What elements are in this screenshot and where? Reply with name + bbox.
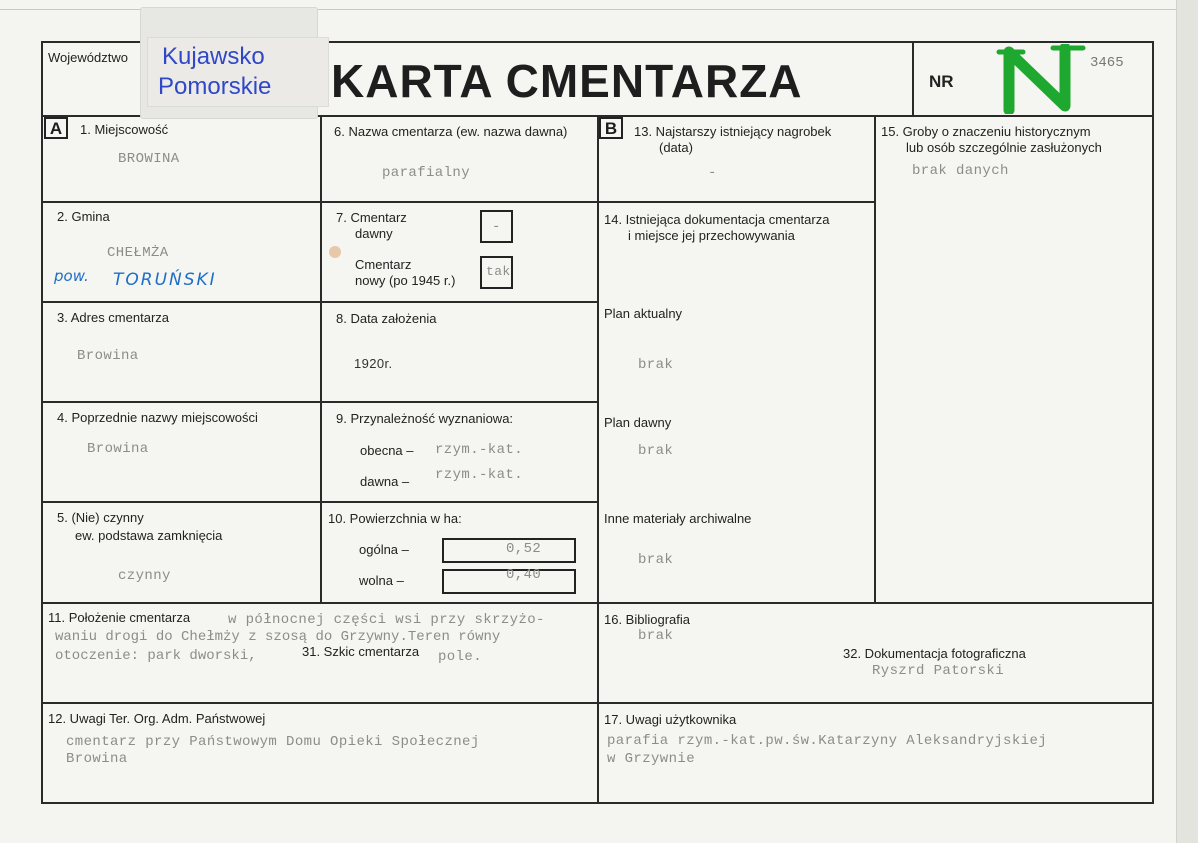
field-3-value: Browina xyxy=(77,348,139,364)
row-divider-4 xyxy=(41,501,599,503)
row-divider-1 xyxy=(41,201,599,203)
nr-label: NR xyxy=(929,72,954,91)
field-17-label: 17. Uwagi użytkownika xyxy=(604,712,737,727)
field-13-value: - xyxy=(708,165,717,181)
field-8-label: 8. Data założenia xyxy=(336,311,437,326)
field-9-obecna-label: obecna – xyxy=(360,443,414,458)
field-15-label-line1: 15. Groby o znaczeniu historycznym xyxy=(881,124,1091,139)
field-16-value: brak xyxy=(638,628,674,644)
row-divider-6 xyxy=(41,702,1154,704)
field-14-label-line2: i miejsce jej przechowywania xyxy=(628,228,795,243)
field-5-value: czynny xyxy=(118,568,171,584)
nr-number: 3465 xyxy=(1090,55,1124,71)
field-2-handwritten-value: TORUŃSKI xyxy=(113,270,217,290)
col-divider-3 xyxy=(874,115,876,604)
field-8-value: 1920r. xyxy=(354,356,393,371)
field-6-value: parafialny xyxy=(382,165,471,181)
field-17-value-line1: parafia rzym.-kat.pw.św.Katarzyny Aleksandryjskiej xyxy=(607,733,1048,749)
plan-old-label: Plan dawny xyxy=(604,415,672,430)
field-7-nowy-value: tak xyxy=(486,264,511,279)
nr-handwritten-n-mark xyxy=(995,44,1090,114)
field-11-value-line3a: otoczenie: park dworski, xyxy=(55,648,257,664)
page-edge-shadow xyxy=(1176,0,1198,843)
field-9-dawna-label: dawna – xyxy=(360,474,410,489)
plan-current-label: Plan aktualny xyxy=(604,306,683,321)
field-11-value-line1: w północnej części wsi przy skrzyżo- xyxy=(228,612,545,628)
field-2-label: 2. Gmina xyxy=(57,209,110,224)
header-nr-separator xyxy=(912,41,914,117)
field-11-value-line2: waniu drogi do Chełmży z szosą do Grzywny.Teren równy xyxy=(55,629,501,645)
voivodeship-label: Województwo xyxy=(48,50,128,65)
field-7-label: 7. Cmentarz xyxy=(336,210,407,225)
field-10-wolna-label: wolna – xyxy=(359,573,404,588)
section-a-marker: A xyxy=(44,117,68,139)
section-b-marker: B xyxy=(599,117,623,139)
field-4-value: Browina xyxy=(87,441,149,457)
field-2-handwritten-prefix: pow. xyxy=(54,267,89,285)
field-10-ogolna-label: ogólna – xyxy=(359,542,409,557)
row-divider-3 xyxy=(41,401,599,403)
voivodeship-value-line2: Pomorskie xyxy=(158,73,272,100)
field-3-label: 3. Adres cmentarza xyxy=(57,310,169,325)
field-10-label: 10. Powierzchnia w ha: xyxy=(328,511,462,526)
field-13-label-sub: (data) xyxy=(659,140,693,155)
field-7-dawny-value: - xyxy=(492,219,501,235)
field-13-label: 13. Najstarszy istniejący nagrobek xyxy=(634,124,832,139)
field-1-value: BROWINA xyxy=(118,151,180,167)
field-10-ogolna-value: 0,52 xyxy=(506,541,542,557)
field-12-label: 12. Uwagi Ter. Org. Adm. Państwowej xyxy=(48,711,266,726)
field-7-dawny-label: dawny xyxy=(355,226,393,241)
field-9-obecna-value: rzym.-kat. xyxy=(435,442,524,458)
field-32-value: Ryszrd Patorski xyxy=(872,663,1005,679)
field-1-label: 1. Miejscowość xyxy=(80,122,169,137)
field-2-value: CHEŁMŻA xyxy=(107,245,169,261)
paper-stain-dot xyxy=(329,246,341,258)
field-12-value-line2: Browina xyxy=(66,751,128,767)
field-7-nowy-label-line2: nowy (po 1945 r.) xyxy=(355,273,456,288)
field-6-label: 6. Nazwa cmentarza (ew. nazwa dawna) xyxy=(334,124,568,139)
page-title: KARTA CMENTARZA xyxy=(331,55,803,107)
field-15-label-line2: lub osób szczególnie zasłużonych xyxy=(906,140,1102,155)
field-9-label: 9. Przynależność wyznaniowa: xyxy=(336,411,514,426)
plan-current-value: brak xyxy=(638,357,674,373)
col-divider-1 xyxy=(320,115,322,604)
field-11-value-line3b: pole. xyxy=(438,649,483,665)
field-5-label-line2: ew. podstawa zamknięcia xyxy=(75,528,223,543)
field-14-label-line1: 14. Istniejąca dokumentacja cmentarza xyxy=(604,212,830,227)
field-16-label: 16. Bibliografia xyxy=(604,612,690,627)
other-materials-label: Inne materiały archiwalne xyxy=(604,511,752,526)
field-4-label: 4. Poprzednie nazwy miejscowości xyxy=(57,410,258,425)
row-divider-b13 xyxy=(597,201,876,203)
field-10-wolna-value: 0,40 xyxy=(506,567,542,583)
field-17-value-line2: w Grzywnie xyxy=(607,751,696,767)
field-32-label: 32. Dokumentacja fotograficzna xyxy=(843,646,1026,661)
row-divider-2 xyxy=(41,301,599,303)
field-9-dawna-value: rzym.-kat. xyxy=(435,467,524,483)
field-7-nowy-label-line1: Cmentarz xyxy=(355,257,412,272)
field-12-value-line1: cmentarz przy Państwowym Domu Opieki Społecznej xyxy=(66,734,480,750)
field-15-value: brak danych xyxy=(912,163,1009,179)
field-5-label-line1: 5. (Nie) czynny xyxy=(57,510,144,525)
voivodeship-value-line1: Kujawsko xyxy=(162,43,265,70)
row-divider-5 xyxy=(41,602,1154,604)
other-materials-value: brak xyxy=(638,552,674,568)
plan-old-value: brak xyxy=(638,443,674,459)
field-31-label: 31. Szkic cmentarza xyxy=(302,644,420,659)
col-divider-2 xyxy=(597,115,599,804)
field-11-label: 11. Położenie cmentarza xyxy=(48,610,191,625)
